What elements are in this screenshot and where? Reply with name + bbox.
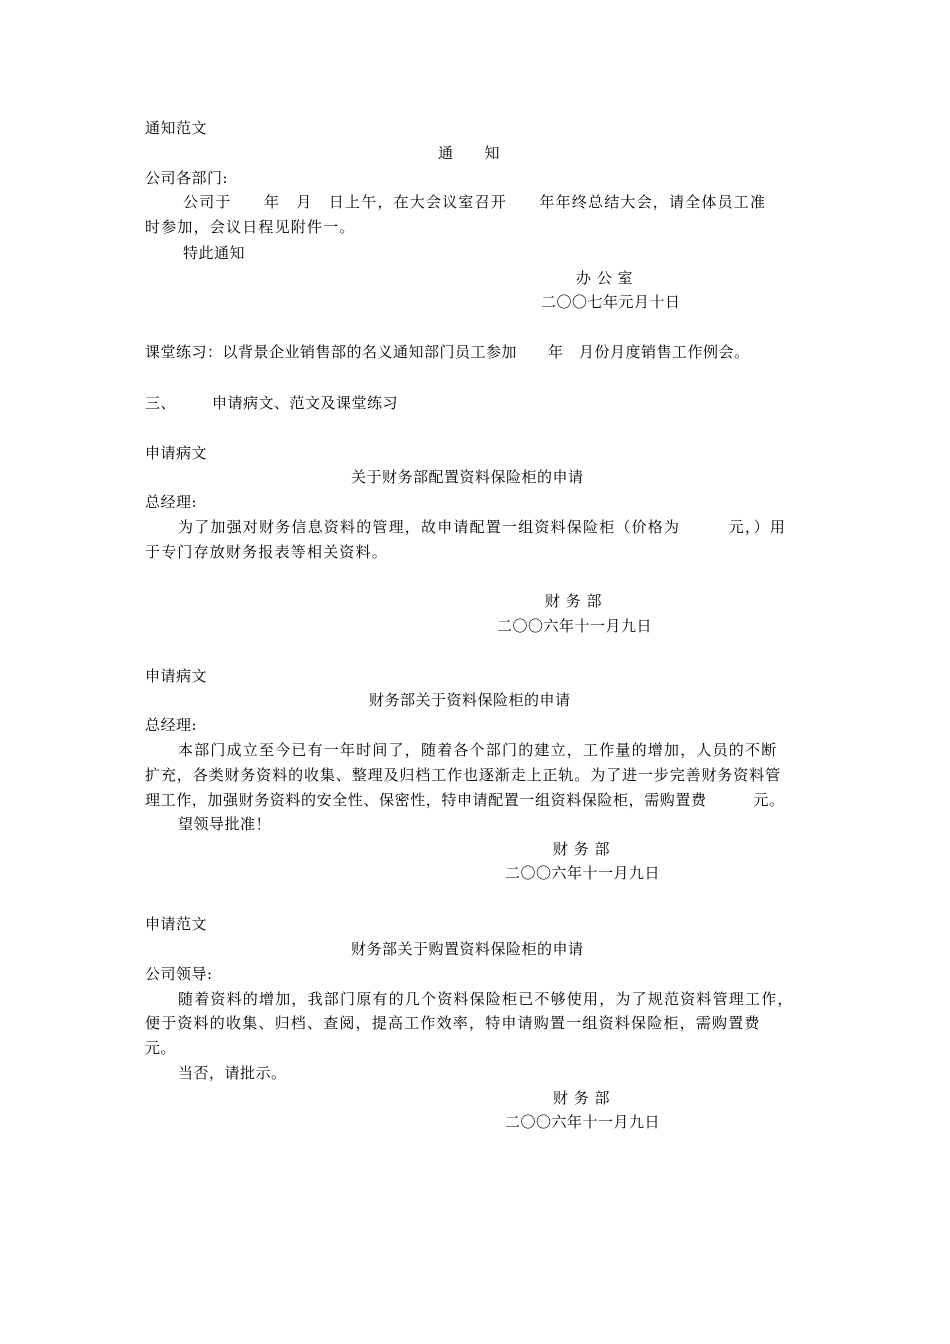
example-date: 二〇〇六年十一月九日 xyxy=(505,1113,661,1131)
example-salutation: 公司领导: xyxy=(145,965,213,983)
example-body-line: 本部门成立至今已有一年时间了，随着各个部门的建立，工作量的增加，人员的不断 xyxy=(178,741,778,759)
notice-title: 通 知 xyxy=(438,144,501,162)
notice-body-line: 公司于 年 月 日上午，在大会议室召开 年年终总结大会，请全体员工准 xyxy=(183,193,767,211)
example-body-line: 扩充，各类财务资料的收集、整理及归档工作也逐渐走上正轨。为了进一步完善财务资料管 xyxy=(145,766,782,784)
example-salutation: 总经理: xyxy=(145,493,198,511)
example-signature: 财 务 部 xyxy=(545,592,603,610)
section-number: 三、 xyxy=(145,394,177,412)
example-closing: 当否，请批示。 xyxy=(178,1064,287,1082)
example-salutation: 总经理: xyxy=(145,716,198,734)
notice-salutation: 公司各部门: xyxy=(145,169,229,187)
example-body-line: 便于资料的收集、归档、查阅，提高工作效率，特申请购置一组资料保险柜，需购置费 xyxy=(145,1014,761,1032)
notice-section-label: 通知范文 xyxy=(145,119,208,137)
example-body-line: 为了加强对财务信息资料的管理，故申请配置一组资料保险柜（价格为 元，）用 xyxy=(178,518,787,536)
example-body-line: 于专门存放财务报表等相关资料。 xyxy=(145,543,389,561)
example-date: 二〇〇六年十一月九日 xyxy=(505,864,661,882)
notice-closing: 特此通知 xyxy=(183,244,246,262)
section-title: 申请病文、范文及课堂练习 xyxy=(212,394,399,412)
example-body-line: 随着资料的增加，我部门原有的几个资料保险柜已不够使用，为了规范资料管理工作， xyxy=(178,990,794,1008)
notice-body-line: 时参加，会议日程见附件一。 xyxy=(145,218,356,236)
exercise-text: 课堂练习：以背景企业销售部的名义通知部门员工参加 年 月份月度销售工作例会。 xyxy=(145,343,750,361)
notice-date: 二〇〇七年元月十日 xyxy=(541,293,681,311)
example-label: 申请范文 xyxy=(145,915,208,933)
example-label: 申请病文 xyxy=(145,444,208,462)
example-title: 关于财务部配置资料保险柜的申请 xyxy=(351,468,584,486)
example-body-line: 元。 xyxy=(145,1039,177,1057)
example-label: 申请病文 xyxy=(145,667,208,685)
example-title: 财务部关于购置资料保险柜的申请 xyxy=(351,940,584,958)
notice-signature: 办 公 室 xyxy=(576,269,634,287)
example-body-line: 理工作，加强财务资料的安全性、保密性，特申请配置一组资料保险柜，需购置费 元。 xyxy=(145,791,785,809)
example-signature: 财 务 部 xyxy=(553,840,611,858)
example-title: 财务部关于资料保险柜的申请 xyxy=(369,691,571,709)
example-signature: 财 务 部 xyxy=(553,1089,611,1107)
example-date: 二〇〇六年十一月九日 xyxy=(497,617,653,635)
example-closing: 望领导批准！ xyxy=(178,815,272,833)
